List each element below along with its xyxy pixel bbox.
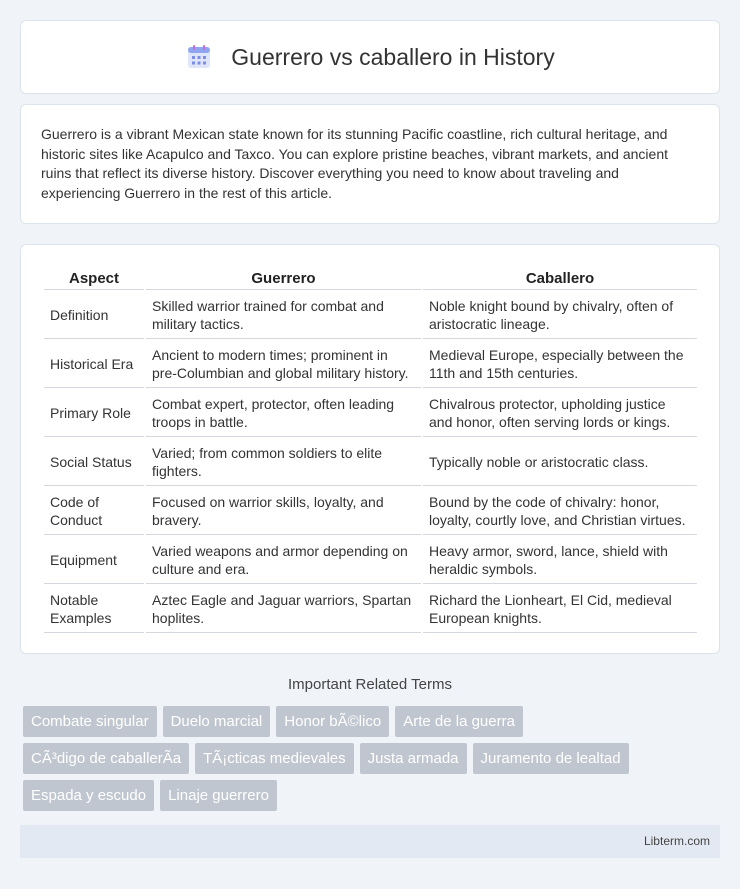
comparison-table-card (20, 244, 720, 654)
calendar-grid-icon (185, 43, 213, 71)
row-aspect: Notable Examples (44, 586, 144, 633)
table-row (44, 390, 697, 437)
row-caballero: Richard the Lionheart, El Cid, medieval European knights. (423, 586, 697, 633)
related-term-tag[interactable]: Justa armada (360, 743, 467, 774)
row-guerrero: Focused on warrior skills, loyalty, and bravery. (146, 488, 421, 535)
related-term-tag[interactable]: Honor bÃ©lico (276, 706, 389, 737)
row-aspect: Equipment (44, 537, 144, 584)
row-aspect: Historical Era (44, 341, 144, 388)
header-card (20, 20, 720, 94)
table-row (44, 292, 697, 339)
related-terms-list (23, 706, 723, 817)
intro-card (20, 104, 720, 224)
related-term-tag[interactable]: Linaje guerrero (160, 780, 277, 811)
row-aspect: Code of Conduct (44, 488, 144, 535)
footer-site-link[interactable]: Libterm.com (643, 834, 710, 848)
row-guerrero: Varied; from common soldiers to elite fighters. (146, 439, 421, 486)
row-guerrero: Aztec Eagle and Jaguar warriors, Spartan hoplites. (146, 586, 421, 633)
row-guerrero: Skilled warrior trained for combat and military tactics. (146, 292, 421, 339)
table-row (44, 586, 697, 633)
table-row (44, 341, 697, 388)
row-caballero: Noble knight bound by chivalry, often of aristocratic lineage. (423, 292, 697, 339)
comparison-table (42, 265, 699, 635)
related-term-tag[interactable]: TÃ¡cticas medievales (195, 743, 354, 774)
header-aspect: Aspect (44, 267, 144, 290)
row-guerrero: Combat expert, protector, often leading troops in battle. (146, 390, 421, 437)
related-term-tag[interactable]: Espada y escudo (23, 780, 154, 811)
footer (20, 825, 720, 858)
row-caballero: Heavy armor, sword, lance, shield with heraldic symbols. (423, 537, 697, 584)
row-guerrero: Varied weapons and armor depending on culture and era. (146, 537, 421, 584)
row-caballero: Typically noble or aristocratic class. (423, 439, 697, 486)
intro-text: Guerrero is a vibrant Mexican state known for its stunning Pacific coastline, rich cultural heritage, and historic sites like Acapulco and Taxco. You can explore pristine beaches, vibrant markets, and ancient ruins that reflect its diverse history. Discover everything you need to know about traveling and experiencing Guerrero in the rest of this article. (41, 126, 668, 201)
row-caballero: Medieval Europe, especially between the 11th and 15th centuries. (423, 341, 697, 388)
page-title: Guerrero vs caballero in History (231, 43, 555, 70)
related-term-tag[interactable]: Duelo marcial (163, 706, 271, 737)
table-row (44, 537, 697, 584)
row-caballero: Chivalrous protector, upholding justice and honor, often serving lords or kings. (423, 390, 697, 437)
row-guerrero: Ancient to modern times; prominent in pre-Columbian and global military history. (146, 341, 421, 388)
related-term-tag[interactable]: Arte de la guerra (395, 706, 523, 737)
related-terms-title: Important Related Terms (288, 676, 452, 693)
row-aspect: Primary Role (44, 390, 144, 437)
table-row (44, 488, 697, 535)
row-aspect: Social Status (44, 439, 144, 486)
row-aspect: Definition (44, 292, 144, 339)
related-term-tag[interactable]: CÃ³digo de caballerÃa (23, 743, 189, 774)
table-header-row (44, 267, 697, 290)
related-term-tag[interactable]: Combate singular (23, 706, 157, 737)
header-guerrero: Guerrero (146, 267, 421, 290)
header-caballero: Caballero (423, 267, 697, 290)
related-term-tag[interactable]: Juramento de lealtad (473, 743, 629, 774)
table-row (44, 439, 697, 486)
row-caballero: Bound by the code of chivalry: honor, loyalty, courtly love, and Christian virtues. (423, 488, 697, 535)
